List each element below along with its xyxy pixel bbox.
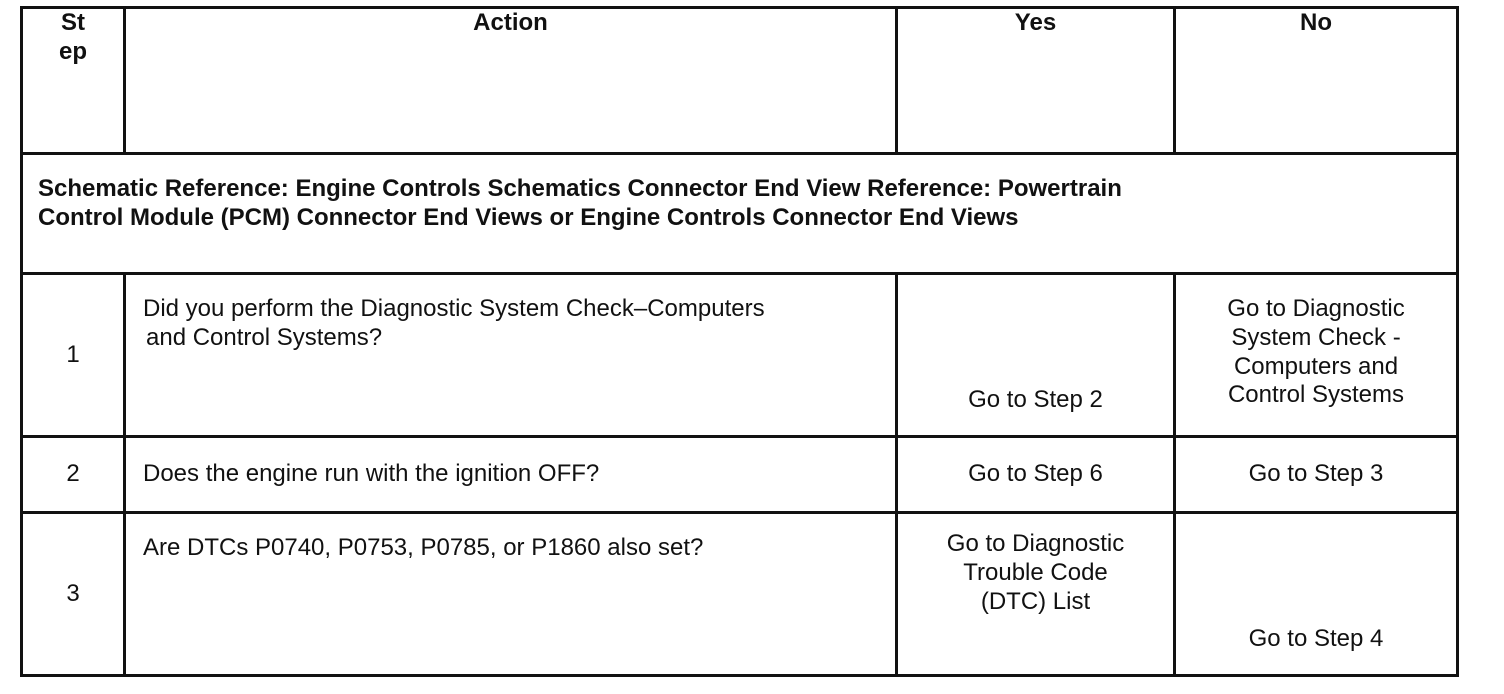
yes-line1: Go to Diagnostic <box>946 530 1125 557</box>
action-text: Does the engine run with the ignition OFF? <box>125 437 897 513</box>
reference-line2: Control Module (PCM) Connector End Views or Engine Controls Connector End Views <box>38 203 1019 231</box>
action-text: Are DTCs P0740, P0753, P0785, or P1860 also set? <box>125 513 897 676</box>
action-line1: Did you perform the Diagnostic System Check–Computers <box>143 295 765 322</box>
yes-result <box>897 513 1175 676</box>
no-line4: Control Systems <box>1227 381 1405 409</box>
yes-result: Go to Step 6 <box>897 437 1175 513</box>
table-row <box>22 437 1458 513</box>
action-text <box>125 274 897 437</box>
header-step-line1: St <box>61 9 85 36</box>
table-row <box>22 513 1458 676</box>
header-step <box>22 8 125 154</box>
header-step-line2: ep <box>58 37 87 65</box>
no-result <box>1175 274 1458 437</box>
header-no: No <box>1175 8 1458 154</box>
header-action: Action <box>125 8 897 154</box>
no-result: Go to Step 3 <box>1175 437 1458 513</box>
reference-row <box>22 154 1458 274</box>
diagnostic-table <box>20 6 1459 677</box>
header-row <box>22 8 1458 154</box>
step-number: 3 <box>22 513 125 676</box>
step-number: 1 <box>22 274 125 437</box>
action-line2: and Control Systems? <box>146 323 383 351</box>
yes-line3: (DTC) List <box>980 587 1091 615</box>
step-number: 2 <box>22 437 125 513</box>
yes-line2: Trouble Code <box>963 558 1108 586</box>
reference-cell <box>22 154 1458 274</box>
no-line2: System Check - <box>1231 323 1401 351</box>
no-result: Go to Step 4 <box>1175 513 1458 676</box>
no-line1: Go to Diagnostic <box>1227 295 1405 322</box>
header-yes: Yes <box>897 8 1175 154</box>
yes-result: Go to Step 2 <box>897 274 1175 437</box>
reference-line1: Schematic Reference: Engine Controls Schematics Connector End View Reference: Powertrain <box>38 175 1122 202</box>
table-row <box>22 274 1458 437</box>
no-line3: Computers and <box>1233 352 1399 380</box>
